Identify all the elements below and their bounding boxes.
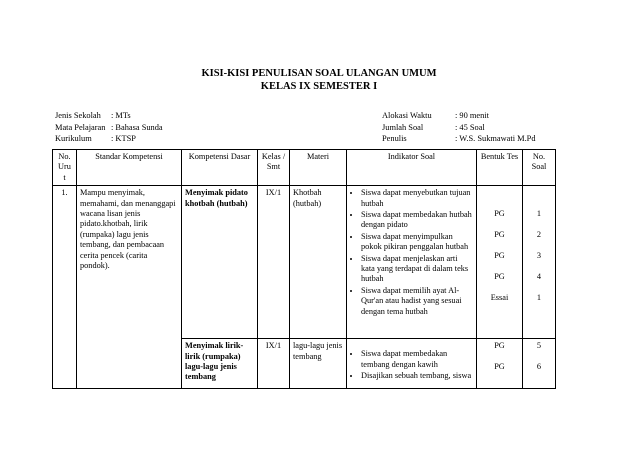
info-value: : W.S. Sukmawati M.Pd xyxy=(455,134,536,143)
nosoal-value: 1 xyxy=(536,209,542,219)
nosoal-value: 1 xyxy=(536,293,542,303)
cell-bentuk-tes xyxy=(477,339,523,389)
header-no-soal: No. Soal xyxy=(523,150,556,186)
list-item: • Disajikan sebuah tembang, siswa xyxy=(361,371,473,381)
bentuk-value: PG xyxy=(494,272,505,282)
cell-kompetensi-dasar: Menyimak pidato khotbah (hutbah) xyxy=(182,186,258,339)
nosoal-value: 6 xyxy=(536,362,542,372)
info-time xyxy=(382,110,536,122)
info-subject xyxy=(55,122,163,134)
header-indikator: Indikator Soal xyxy=(347,150,477,186)
bentuk-value: PG xyxy=(494,341,505,351)
info-label: Mata Pelajaran xyxy=(55,122,106,132)
nosoal-value: 3 xyxy=(536,251,542,261)
nosoal-value: 2 xyxy=(536,230,542,240)
list-item: • Siswa dapat membedakan tembang dengan kawih xyxy=(361,349,473,370)
cell-kompetensi-dasar: Menyimak lirik-lirik (rumpaka) lagu-lagu jenis tembang xyxy=(182,339,258,389)
cell-kelas: IX/1 xyxy=(258,339,290,389)
cell-no: 1. xyxy=(53,186,77,389)
bentuk-value: PG xyxy=(494,230,505,240)
info-left xyxy=(55,110,163,145)
header-no: No. Uru t xyxy=(53,150,77,186)
info-label: Alokasi Waktu xyxy=(382,111,432,120)
info-label: Jenis Sekolah xyxy=(55,111,101,120)
cell-no-soal xyxy=(523,339,556,389)
info-right xyxy=(382,110,536,145)
info-author xyxy=(382,133,536,145)
info-school xyxy=(55,110,163,122)
info-value: : 45 Soal xyxy=(455,122,485,132)
header-kelas: Kelas / Smt xyxy=(258,150,290,186)
cell-materi: Khotbah (hutbah) xyxy=(290,186,347,339)
cell-materi: lagu-lagu jenis tembang xyxy=(290,339,347,389)
cell-no-soal xyxy=(523,186,556,339)
header-standar-kompetensi: Standar Kompetensi xyxy=(77,150,182,186)
list-item: • Siswa dapat menyimpulkan pokok pikiran penggalan hutbah xyxy=(361,232,473,253)
info-value: : 90 menit xyxy=(455,111,489,120)
list-item: • Siswa dapat menjelaskan arti kata yang terdapat di dalam teks hutbah xyxy=(361,254,473,285)
header-row xyxy=(53,150,556,186)
nosoal-value: 5 xyxy=(536,341,542,351)
list-item: • Siswa dapat membedakan hutbah dengan pidato xyxy=(361,210,473,231)
bentuk-value: PG xyxy=(494,209,505,219)
bentuk-value: Essai xyxy=(490,293,509,303)
cell-bentuk-tes xyxy=(477,186,523,339)
info-value: : MTs xyxy=(111,111,131,120)
document-title xyxy=(0,67,638,93)
cell-standar-kompetensi: Mampu menyimak, memahami, dan menanggapi wacana lisan jenis pidato.khotbah, lirik (rumpaka) lagu jenis tembang, dan pembacaan cerita pencek (carita pondok). xyxy=(77,186,182,389)
info-value: : KTSP xyxy=(111,134,136,143)
info-label: Kurikulum xyxy=(55,134,92,143)
title-line-2: KELAS IX SEMESTER I xyxy=(260,81,378,92)
bentuk-value: PG xyxy=(494,362,505,372)
info-curriculum xyxy=(55,133,163,145)
table-row xyxy=(53,186,556,339)
nosoal-value: 4 xyxy=(536,272,542,282)
cell-kelas: IX/1 xyxy=(258,186,290,339)
info-count xyxy=(382,122,536,134)
list-item: • Siswa dapat memilih ayat Al-Qur'an atau hadist yang sesuai dengan tema hutbah xyxy=(361,286,473,317)
bentuk-value: PG xyxy=(494,251,505,261)
title-line-1: KISI-KISI PENULISAN SOAL ULANGAN UMUM xyxy=(201,68,437,79)
header-materi: Materi xyxy=(290,150,347,186)
list-item: • Siswa dapat menyebutkan tujuan hutbah xyxy=(361,188,473,209)
cell-indikator xyxy=(347,339,477,389)
grid-table xyxy=(52,149,556,389)
cell-indikator xyxy=(347,186,477,339)
info-label: Penulis xyxy=(382,134,407,143)
info-value: : Bahasa Sunda xyxy=(111,122,163,132)
header-kompetensi-dasar: Kompetensi Dasar xyxy=(182,150,258,186)
info-label: Jumlah Soal xyxy=(382,122,424,132)
header-bentuk-tes: Bentuk Tes xyxy=(477,150,523,186)
